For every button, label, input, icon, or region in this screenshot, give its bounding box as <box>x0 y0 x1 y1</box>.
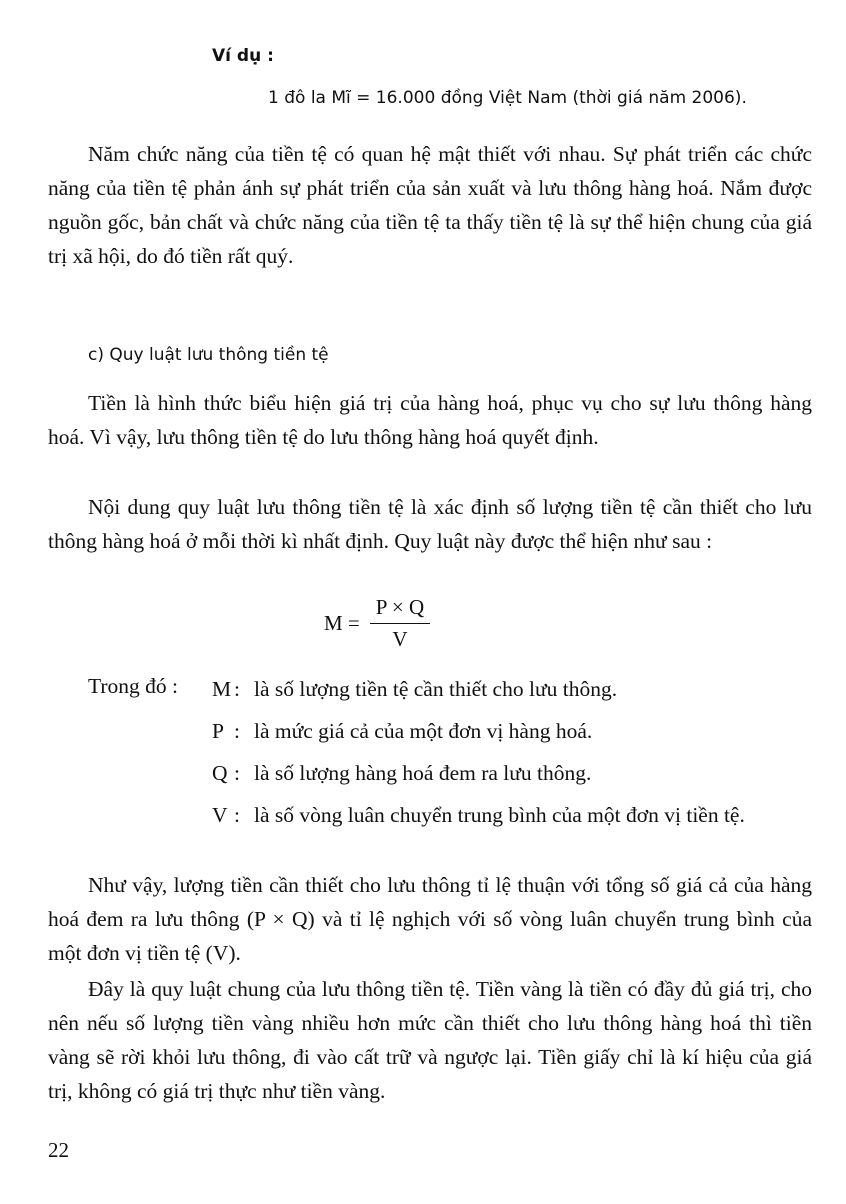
definition-text: là số lượng tiền tệ cần thiết cho lưu thông. <box>254 677 618 701</box>
definition-text: là mức giá cả của một đơn vị hàng hoá. <box>254 719 593 743</box>
section-heading: c) Quy luật lưu thông tiền tệ <box>88 345 329 365</box>
definition-item <box>212 714 812 748</box>
paragraph-3: Nội dung quy luật lưu thông tiền tệ là xác định số lượng tiền tệ cần thiết cho lưu thông hàng hoá ở mỗi thời kì nhất định. Quy luật này được thể hiện như sau : <box>48 495 812 553</box>
definition-symbol: M <box>212 677 232 701</box>
paragraph-5: Đây là quy luật chung của lưu thông tiền tệ. Tiền vàng là tiền có đầy đủ giá trị, cho nên nếu số lượng tiền vàng nhiều hơn mức cần thiết cho lưu thông hàng hoá thì tiền vàng sẽ rời khỏi lưu thông, đi vào cất trữ và ngược lại. Tiền giấy chỉ là kí hiệu của giá trị, không có giá trị thực như tiền vàng. <box>48 977 812 1103</box>
formula-fraction <box>370 595 430 652</box>
definition-item <box>212 756 812 790</box>
definition-colon: : <box>234 677 240 701</box>
formula <box>324 595 430 652</box>
definition-colon: : <box>234 719 240 743</box>
example-label: Ví dụ : <box>212 46 274 66</box>
definition-text: là số lượng hàng hoá đem ra lưu thông. <box>254 761 592 785</box>
page-number: 22 <box>48 1138 69 1162</box>
definition-colon: : <box>234 761 240 785</box>
formula-denominator: V <box>392 627 408 651</box>
definition-item <box>212 672 812 706</box>
formula-lhs: M = <box>324 611 360 635</box>
definition-text: là số vòng luân chuyển trung bình của một đơn vị tiền tệ. <box>254 803 745 827</box>
definitions-label: Trong đó : <box>88 674 179 698</box>
definition-symbol: P <box>212 719 224 743</box>
example-text: 1 đô la Mĩ = 16.000 đồng Việt Nam (thời giá năm 2006). <box>268 88 747 108</box>
definition-symbol: V <box>212 803 228 827</box>
formula-numerator: P × Q <box>370 595 430 624</box>
definition-symbol: Q <box>212 761 228 785</box>
paragraph-4: Như vậy, lượng tiền cần thiết cho lưu thông tỉ lệ thuận với tổng số giá cả của hàng hoá đem ra lưu thông (P × Q) và tỉ lệ nghịch với số vòng luân chuyển trung bình của một đơn vị tiền tệ (V). <box>48 873 812 965</box>
paragraph-2: Tiền là hình thức biểu hiện giá trị của hàng hoá, phục vụ cho sự lưu thông hàng hoá. Vì vậy, lưu thông tiền tệ do lưu thông hàng hoá quyết định. <box>48 391 812 449</box>
definition-item <box>212 798 812 832</box>
paragraph-1: Năm chức năng của tiền tệ có quan hệ mật thiết với nhau. Sự phát triển các chức năng của tiền tệ phản ánh sự phát triển của sản xuất và lưu thông hàng hoá. Nắm được nguồn gốc, bản chất và chức năng của tiền tệ ta thấy tiền tệ là sự thể hiện chung của giá trị xã hội, do đó tiền rất quý. <box>48 142 812 268</box>
definition-colon: : <box>234 803 240 827</box>
